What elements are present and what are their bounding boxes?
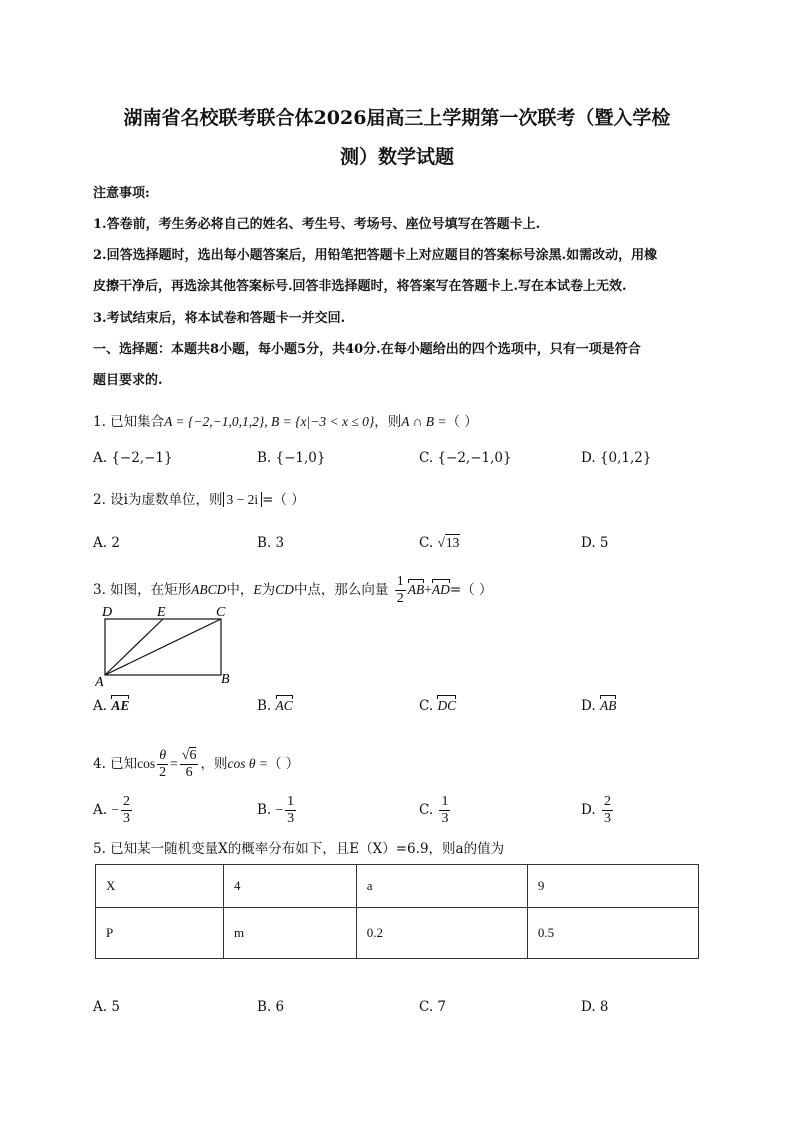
q2-option-d[interactable]: D. 5 xyxy=(581,535,609,551)
theta-half-fraction xyxy=(157,748,168,781)
q4-option-d[interactable] xyxy=(581,794,615,827)
q2-option-c-label: C. xyxy=(419,535,434,551)
frac-numerator: 2 xyxy=(603,794,611,809)
q4-option-b[interactable] xyxy=(257,794,298,827)
table-row xyxy=(96,865,699,908)
vector-ac: AC xyxy=(275,698,293,713)
option-label: B. xyxy=(257,698,272,714)
table-cell: a xyxy=(356,865,527,908)
q1-option-d[interactable]: D. {0,1,2} xyxy=(581,450,652,466)
notice-heading: 注意事项: xyxy=(93,186,150,201)
table-cell: 0.2 xyxy=(356,908,527,959)
q4-suffix: ，则 xyxy=(200,756,228,772)
q5-option-a[interactable]: A. 5 xyxy=(93,999,120,1015)
q3-suffix: =（ ） xyxy=(449,582,493,598)
q2-option-a[interactable]: A. 2 xyxy=(93,535,120,551)
q3-rect-name: ABCD xyxy=(191,582,227,597)
option-fraction xyxy=(285,794,296,827)
q1-expression: A ∩ B = xyxy=(401,414,447,429)
q1-option-b[interactable]: B. {−1,0} xyxy=(257,450,326,466)
option-fraction xyxy=(121,794,132,827)
notice-item-3: 3.考试结束后，将本试卷和答题卡一并交回. xyxy=(93,311,346,326)
vector-ab: AB xyxy=(407,582,425,597)
label-a: A xyxy=(95,675,104,688)
option-label: A. xyxy=(93,802,108,818)
q5-option-b[interactable]: B. 6 xyxy=(257,999,285,1015)
q3-text-mid: 中， xyxy=(226,582,254,598)
frac-denominator: 3 xyxy=(287,811,295,826)
cos-function: cos xyxy=(137,756,156,771)
q3-text-mid2: 为 xyxy=(261,582,276,598)
frac-numerator: 1 xyxy=(396,574,404,589)
q3-prefix: 3. 如图，在矩形 xyxy=(93,582,192,598)
table-cell: 4 xyxy=(224,865,357,908)
q5-option-c[interactable]: C. 7 xyxy=(419,999,447,1015)
q1-option-a[interactable]: A. {−2,−1} xyxy=(93,450,173,466)
label-e: E xyxy=(157,605,166,620)
option-label: A. xyxy=(93,698,108,714)
q3-option-a[interactable] xyxy=(93,697,129,715)
q3-segment-cd: CD xyxy=(275,582,294,597)
frac-denominator: 2 xyxy=(396,591,404,606)
segment-ae xyxy=(105,619,163,675)
q4-prefix: 4. 已知 xyxy=(93,756,138,772)
q4-option-c[interactable] xyxy=(419,794,452,827)
rectangle-figure xyxy=(95,603,245,688)
notice-item-2a: 2.回答选择题时，选出每小题答案后，用铅笔把答题卡上对应题目的答案标号涂黑.如需改动，用橡 xyxy=(93,248,658,263)
exam-title-line-1: 湖南省名校联考联合体2026届高三上学期第一次联考（暨入学检 xyxy=(123,107,671,129)
section-heading-line-2: 题目要求的. xyxy=(93,373,163,388)
table-cell: X xyxy=(96,865,224,908)
q1-suffix: ，则 xyxy=(374,414,402,430)
label-b: B xyxy=(221,672,230,687)
frac-numerator: θ xyxy=(159,748,167,763)
option-label: B. xyxy=(257,802,272,818)
sqrt-radicand: 6 xyxy=(189,748,197,763)
equals-sign: = xyxy=(170,756,178,771)
q5-option-d[interactable]: D. 8 xyxy=(581,999,609,1015)
sqrt-radicand: 13 xyxy=(445,535,460,550)
frac-numerator: 2 xyxy=(122,794,130,809)
q3-half-fraction xyxy=(395,574,406,607)
vector-ae: AE xyxy=(111,698,130,713)
vector-ad: AD xyxy=(431,582,450,597)
minus-sign: − xyxy=(111,802,119,817)
q3-point-e: E xyxy=(253,582,262,597)
exam-title-line-2: 测）数学试题 xyxy=(339,146,454,168)
section-heading-line-1: 一、选择题：本题共8小题，每小题5分，共40分.在每小题给出的四个选项中，只有一项是符合 xyxy=(93,342,641,357)
option-label: C. xyxy=(419,802,434,818)
plus-sign: + xyxy=(424,582,432,597)
table-cell: 9 xyxy=(527,865,698,908)
q1-answer-paren: （ ） xyxy=(446,414,478,430)
vector-ab: AB xyxy=(599,698,617,713)
notice-item-1: 1.答卷前，考生务必将自己的姓名、考生号、考场号、座位号填写在答题卡上. xyxy=(93,217,541,232)
q3-text-mid3: 中点，那么向量 xyxy=(293,582,389,598)
question-1 xyxy=(93,413,478,431)
q3-option-d[interactable] xyxy=(581,697,616,715)
table-cell: 0.5 xyxy=(527,908,698,959)
q3-option-c[interactable] xyxy=(419,697,456,715)
segment-ac xyxy=(105,619,221,675)
q4-option-a[interactable] xyxy=(93,794,134,827)
table-row xyxy=(96,908,699,959)
label-d: D xyxy=(102,605,113,620)
question-2 xyxy=(93,491,305,509)
frac-numerator: 1 xyxy=(287,794,295,809)
frac-denominator: 3 xyxy=(603,811,611,826)
q2-prefix: 2. 设i为虚数单位，则 xyxy=(93,492,223,508)
option-label: D. xyxy=(581,698,596,714)
notice-item-2b: 皮擦干净后，再选涂其他答案标号.回答非选择题时，将答案写在答题卡上.写在本试卷上无效. xyxy=(93,279,627,294)
q3-option-b[interactable] xyxy=(257,697,293,715)
frac-denominator: 2 xyxy=(159,765,167,780)
q1-sets: A = {−2,−1,0,1,2}, B = {x|−3 < x ≤ 0} xyxy=(164,414,375,429)
q1-option-c[interactable]: C. {−2,−1,0} xyxy=(419,450,512,466)
table-cell: m xyxy=(224,908,357,959)
sqrt6-over-6-fraction xyxy=(180,748,199,781)
question-5: 5. 已知某一随机变量X的概率分布如下，且E（X）=6.9，则a的值为 xyxy=(93,841,505,857)
vector-dc: DC xyxy=(437,698,457,713)
q2-modulus: 3 − 2i xyxy=(223,492,263,507)
frac-numerator: 1 xyxy=(441,794,449,809)
q4-ask: cos θ = xyxy=(227,756,268,771)
probability-distribution-table xyxy=(95,864,699,959)
option-fraction xyxy=(602,794,613,827)
q1-prefix: 1. 已知集合 xyxy=(93,414,165,430)
frac-numerator: √6 xyxy=(181,748,197,763)
table-cell: P xyxy=(96,908,224,959)
q2-suffix: =（ ） xyxy=(262,492,305,508)
frac-denominator: 3 xyxy=(441,811,449,826)
question-4 xyxy=(93,748,299,781)
option-fraction xyxy=(439,794,450,827)
frac-denominator: 3 xyxy=(122,811,130,826)
q4-answer-paren: （ ） xyxy=(267,756,300,772)
q2-option-b[interactable]: B. 3 xyxy=(257,535,285,551)
sqrt-13: √13 xyxy=(437,535,460,550)
option-label: C. xyxy=(419,698,434,714)
frac-denominator: 6 xyxy=(180,764,199,781)
q2-option-c[interactable] xyxy=(419,534,460,552)
label-c: C xyxy=(216,605,226,620)
option-label: D. xyxy=(581,802,596,818)
minus-sign: − xyxy=(275,802,284,817)
